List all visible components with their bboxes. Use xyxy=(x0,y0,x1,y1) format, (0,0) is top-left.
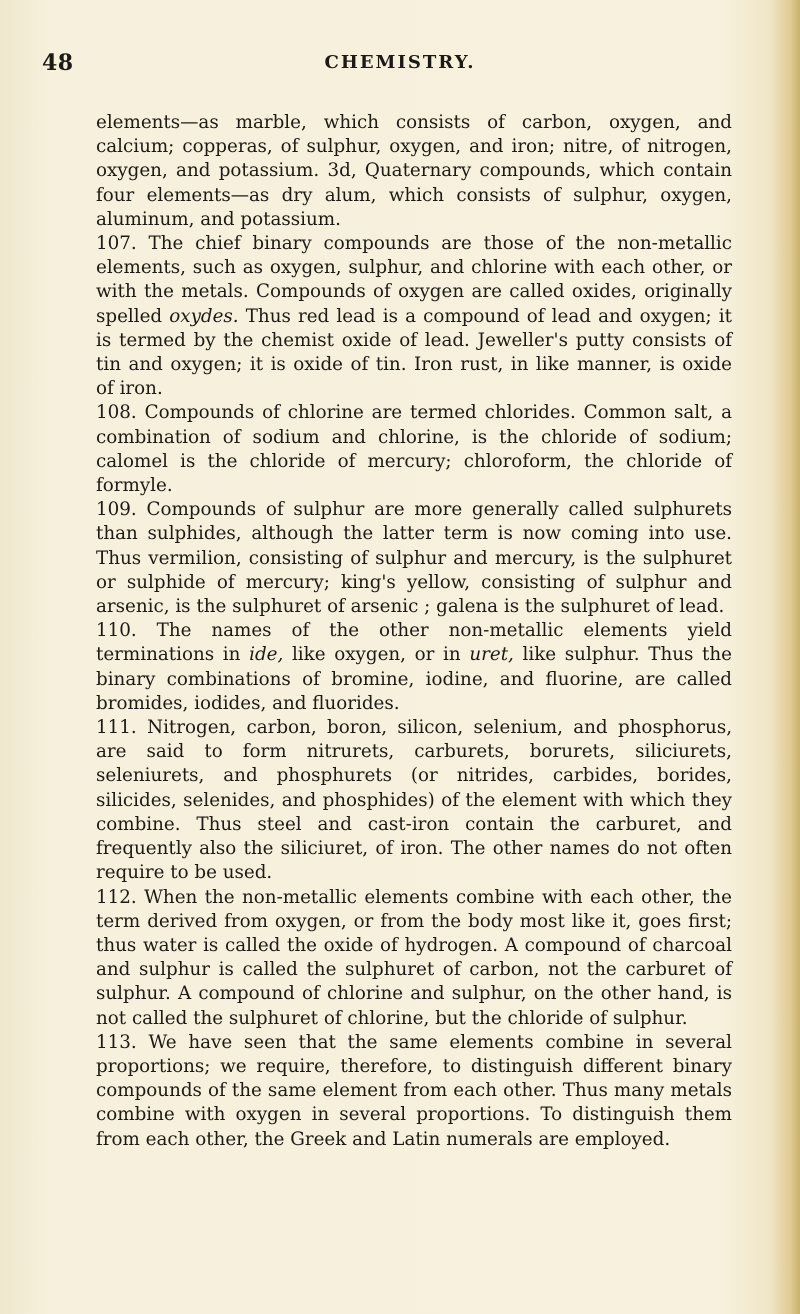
paragraph-italic-text: oxydes. xyxy=(169,305,239,327)
paragraph-111 xyxy=(96,716,732,885)
body-text xyxy=(96,111,732,1152)
paragraph-number: 112. xyxy=(96,886,137,908)
paragraph-text: like sulphur. Thus the binary combinations of bromine, iodine, and fluorine, are called bromides, iodides, and fluorides. xyxy=(96,644,732,714)
paragraph-text: Compounds of sulphur are more generally called sulphurets than sulphides, although the latter term is now coming into use. Thus vermilion, consisting of sulphur and mercury, is the sulphuret or sulphide of mercury; king's yellow, consisting of sulphur and arsenic, is the sulphuret of arsenic ; galena is the sulphuret of lead. xyxy=(96,499,732,618)
page-edge-stain xyxy=(770,0,800,1314)
paragraph-text: elements—as marble, which consists of carbon, oxygen, and calcium; copperas, of sulphur, oxygen, and iron; nitre, of nitrogen, oxygen, and potassium. 3d, Quaternary compounds, which contain four elements—as dry alum, which consists of sulphur, oxygen, aluminum, and potassium. xyxy=(96,112,732,230)
paragraph-text: Compounds of chlorine are termed chlorides. Common salt, a combination of sodium and chlorine, is the chloride of sodium; calomel is the chloride of mercury; chloroform, the chloride of formyle. xyxy=(96,402,732,497)
paragraph-109 xyxy=(96,498,732,619)
paragraph-text: like oxygen, or in xyxy=(283,644,470,666)
paragraph-number: 113. xyxy=(96,1031,137,1053)
paragraph-text: When the non-metallic elements combine with each other, the term derived from oxygen, or from the body most like it, goes first; thus water is called the oxide of hydrogen. A compound of charcoal and sulphur is called the sulphuret of carbon, not the carburet of sulphur. A compound of chlorine and sulphur, on the other hand, is not called the sulphuret of chlorine, but the chloride of sulphur. xyxy=(96,886,732,1029)
paragraph-text: The chief binary compounds are those of the non-metallic elements, such as oxygen, sulphur, and chlorine with each other, or with the metals. Compounds of oxygen are called oxides, originally spelled xyxy=(96,233,732,327)
paragraph-italic-text: uret, xyxy=(469,644,514,666)
paragraph-112 xyxy=(96,886,732,1031)
paragraph-number: 109. xyxy=(96,499,137,521)
running-head: CHEMISTRY. xyxy=(324,52,476,73)
paragraph-number: 107. xyxy=(96,233,137,255)
paragraph-text: The names of the other non-metallic elements yield terminations in xyxy=(96,620,732,666)
paragraph-continuation xyxy=(96,111,732,232)
paragraph-italic-text: ide, xyxy=(249,644,284,666)
paragraph-text: Nitrogen, carbon, boron, silicon, selenium, and phosphorus, are said to form nitrurets, carburets, borurets, siliciurets, seleniurets, and phosphurets (or nitrides, carbides, borides, silicides, selenides, and phosphides) of the element with which they combine. Thus steel and cast-iron contain the carburet, and frequently also the siliciuret, of iron. The other names do not often require to be used. xyxy=(96,717,733,884)
paragraph-107 xyxy=(96,232,732,401)
page-number: 48 xyxy=(42,50,74,76)
paragraph-text: Thus red lead is a compound of lead and oxygen; it is termed by the chemist oxide of lead. Jeweller's putty consists of tin and oxygen; it is oxide of tin. Iron rust, in like manner, is oxide of iron. xyxy=(96,305,732,400)
paragraph-113 xyxy=(96,1031,732,1152)
paragraph-number: 108. xyxy=(96,402,137,424)
paragraph-108 xyxy=(96,401,732,498)
paragraph-number: 110. xyxy=(96,620,137,642)
paragraph-text: We have seen that the same elements combine in several proportions; we require, therefore, to distinguish different binary compounds of the same element from each other. Thus many metals combine with oxygen in several proportions. To distinguish them from each other, the Greek and Latin numerals are employed. xyxy=(96,1031,732,1150)
paragraph-110 xyxy=(96,619,732,716)
page-header xyxy=(0,50,800,80)
paragraph-number: 111. xyxy=(96,717,137,739)
